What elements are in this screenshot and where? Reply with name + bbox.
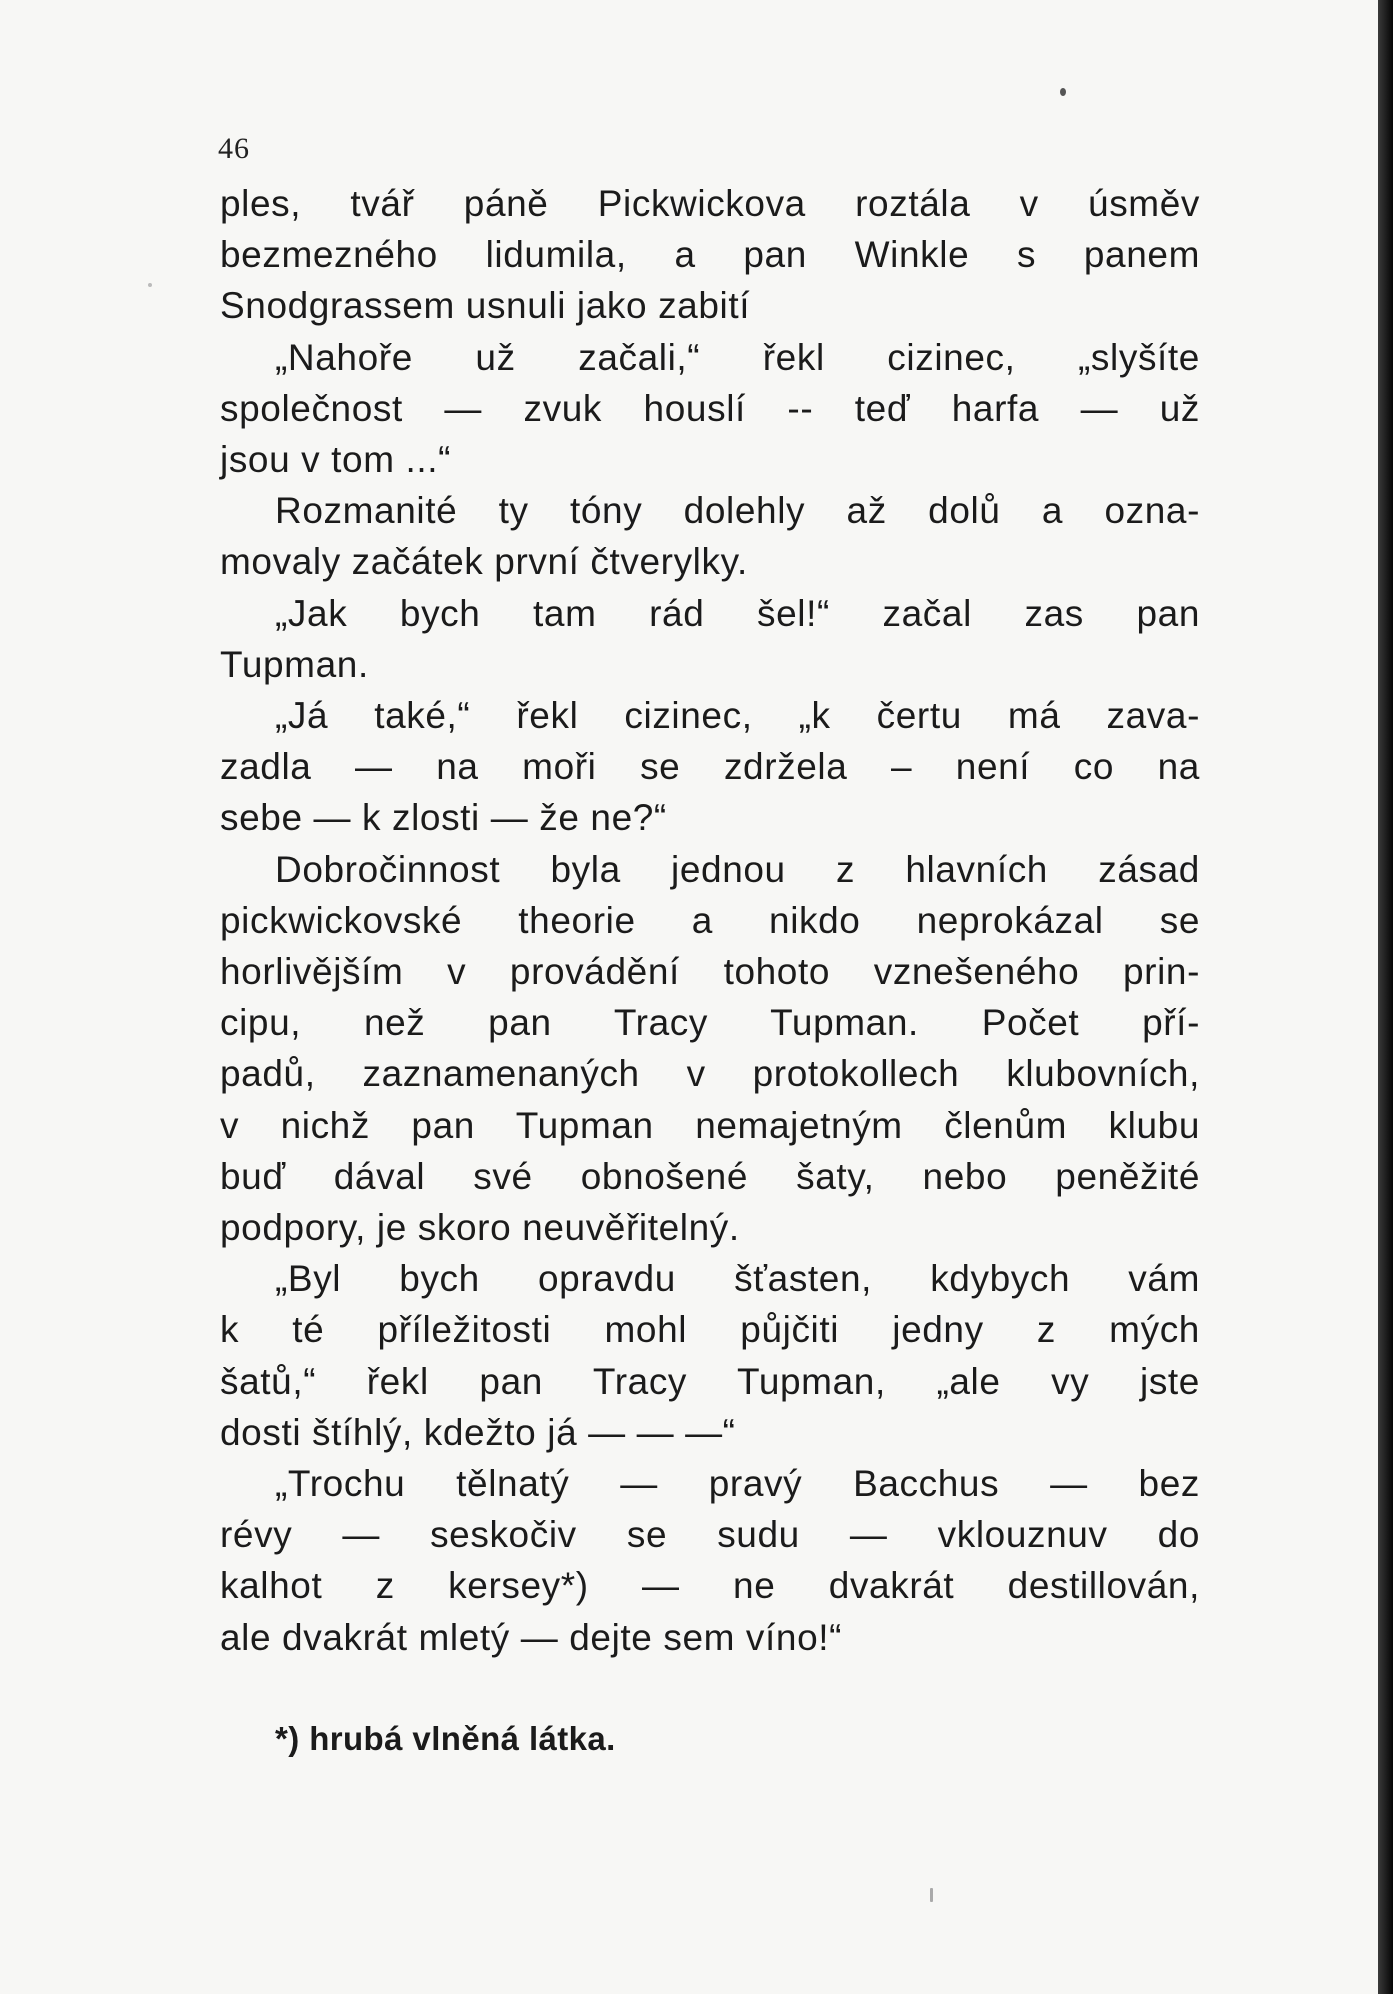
text-line: cipu, než pan Tracy Tupman. Počet pří- [220, 1002, 1200, 1044]
text-line: ale dvakrát mletý — dejte sem víno!“ [220, 1616, 843, 1658]
page-number: 46 [218, 132, 250, 165]
text-line: jsou v tom ...“ [220, 439, 452, 481]
ink-speck [1060, 88, 1066, 96]
page-edge-shadow [1378, 0, 1393, 1994]
body-text [220, 178, 1200, 1663]
text-line: dosti štíhlý, kdežto já — — —“ [220, 1411, 736, 1453]
text-line: „Já také,“ řekl cizinec, „k čertu má zava- [275, 695, 1200, 737]
text-line: „Trochu tělnatý — pravý Bacchus — bez [275, 1463, 1200, 1505]
text-line: v nichž pan Tupman nemajetným členům klubu [220, 1104, 1200, 1146]
text-line: bezmezného lidumila, a pan Winkle s panem [220, 234, 1200, 276]
text-line: společnost — zvuk houslí -- teď harfa — už [220, 387, 1200, 429]
text-line: šatů,“ řekl pan Tracy Tupman, „ale vy jste [220, 1360, 1200, 1402]
text-line: révy — seskočiv se sudu — vklouznuv do [220, 1514, 1200, 1556]
text-line: „Jak bych tam rád šel!“ začal zas pan [275, 592, 1200, 634]
footnote: *) hrubá vlněná látka. [275, 1720, 616, 1757]
text-line: ples, tvář páně Pickwickova roztála v úsměv [220, 183, 1200, 224]
text-line: Tupman. [220, 643, 369, 685]
text-line: movaly začátek první čtverylky. [220, 541, 748, 583]
text-line: Snodgrassem usnuli jako zabití [220, 285, 751, 327]
text-line: podpory, je skoro neuvěřitelný. [220, 1207, 740, 1249]
text-line: padů, zaznamenaných v protokollech klubovních, [220, 1053, 1200, 1095]
text-line: „Byl bych opravdu šťasten, kdybych vám [275, 1258, 1200, 1300]
text-line: Dobročinnost byla jednou z hlavních zásad [275, 848, 1200, 890]
ink-speck [148, 283, 152, 287]
text-line: horlivějším v provádění tohoto vznešeného prin- [220, 951, 1200, 993]
text-line: pickwickovské theorie a nikdo neprokázal se [220, 899, 1200, 941]
ink-speck [930, 1888, 933, 1902]
text-line: k té příležitosti mohl půjčiti jedny z mých [220, 1309, 1200, 1351]
text-line: „Nahoře už začali,“ řekl cizinec, „slyšíte [275, 336, 1200, 378]
text-line: buď dával své obnošené šaty, nebo peněžité [220, 1155, 1200, 1197]
text-line: Rozmanité ty tóny dolehly až dolů a ozna- [275, 490, 1200, 532]
text-line: zadla — na moři se zdržela – není co na [220, 746, 1200, 788]
text-line: sebe — k zlosti — že ne?“ [220, 797, 667, 839]
text-line: kalhot z kersey*) — ne dvakrát destillován, [220, 1565, 1200, 1607]
